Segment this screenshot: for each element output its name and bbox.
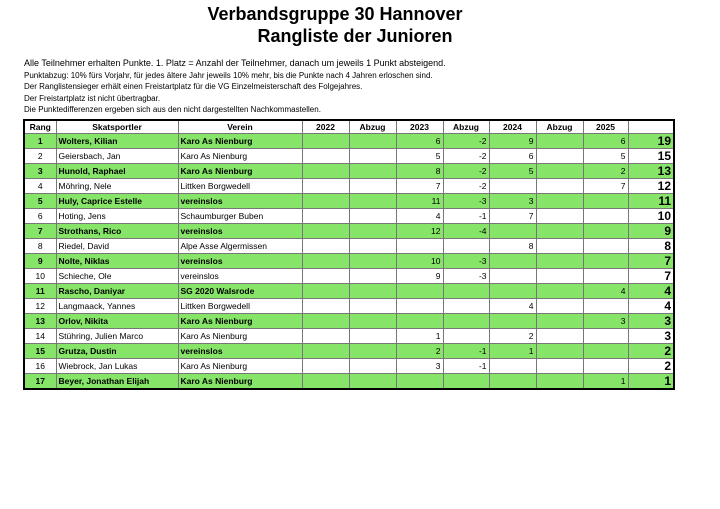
table-cell: 3	[24, 164, 56, 179]
table-cell: SG 2020 Walsrode	[178, 284, 302, 299]
table-cell: 9	[628, 224, 674, 239]
table-cell: 1	[24, 134, 56, 149]
table-cell: 1	[489, 344, 536, 359]
table-cell	[302, 284, 349, 299]
table-cell: 10	[628, 209, 674, 224]
column-header: Verein	[178, 120, 302, 134]
table-cell: 4	[583, 284, 628, 299]
table-cell: 7	[24, 224, 56, 239]
table-cell: Karo As Nienburg	[178, 314, 302, 329]
table-cell: 5	[396, 149, 443, 164]
table-cell	[443, 374, 489, 390]
table-cell	[302, 179, 349, 194]
table-cell: 3	[628, 329, 674, 344]
table-cell	[302, 359, 349, 374]
table-cell	[583, 209, 628, 224]
table-cell	[443, 314, 489, 329]
table-row	[24, 239, 674, 254]
column-header: 2024	[489, 120, 536, 134]
table-cell	[349, 149, 396, 164]
table-cell	[349, 314, 396, 329]
table-cell: Riedel, David	[56, 239, 178, 254]
table-cell: Strothans, Rico	[56, 224, 178, 239]
table-cell	[536, 344, 583, 359]
table-cell: Langmaack, Yannes	[56, 299, 178, 314]
table-cell: 12	[628, 179, 674, 194]
table-cell: vereinslos	[178, 344, 302, 359]
table-cell	[349, 134, 396, 149]
table-cell	[349, 359, 396, 374]
table-row	[24, 299, 674, 314]
table-cell	[443, 284, 489, 299]
table-cell: 6	[583, 134, 628, 149]
table-row	[24, 149, 674, 164]
table-cell	[489, 359, 536, 374]
table-cell: -2	[443, 134, 489, 149]
table-cell	[536, 284, 583, 299]
table-cell: 3	[628, 314, 674, 329]
table-cell	[583, 239, 628, 254]
table-cell	[302, 314, 349, 329]
table-cell	[396, 314, 443, 329]
table-cell: 2	[24, 149, 56, 164]
table-cell	[349, 179, 396, 194]
table-cell: 1	[628, 374, 674, 390]
table-cell	[536, 329, 583, 344]
table-cell	[302, 194, 349, 209]
table-cell: 7	[628, 254, 674, 269]
table-cell: 11	[396, 194, 443, 209]
column-header: Abzug	[443, 120, 489, 134]
table-cell: 12	[24, 299, 56, 314]
table-cell	[489, 254, 536, 269]
table-cell: 1	[583, 374, 628, 390]
table-cell: -2	[443, 149, 489, 164]
table-cell	[302, 134, 349, 149]
table-cell: 1	[396, 329, 443, 344]
table-cell: 17	[24, 374, 56, 390]
table-cell: Karo As Nienburg	[178, 359, 302, 374]
table-cell: Karo As Nienburg	[178, 149, 302, 164]
table-cell	[302, 269, 349, 284]
table-cell: Rascho, Daniyar	[56, 284, 178, 299]
table-cell	[583, 269, 628, 284]
table-cell: Littken Borgwedell	[178, 299, 302, 314]
table-cell	[349, 269, 396, 284]
table-cell: 6	[396, 134, 443, 149]
table-cell: Wiebrock, Jan Lukas	[56, 359, 178, 374]
table-cell	[536, 224, 583, 239]
table-cell	[583, 359, 628, 374]
table-cell	[443, 329, 489, 344]
table-cell	[536, 179, 583, 194]
table-cell: Wolters, Kilian	[56, 134, 178, 149]
table-cell: 7	[583, 179, 628, 194]
table-row	[24, 194, 674, 209]
table-cell	[396, 239, 443, 254]
page-title: Verbandsgruppe 30 Hannover	[207, 4, 463, 24]
table-cell: 10	[396, 254, 443, 269]
table-row	[24, 179, 674, 194]
table-cell: Karo As Nienburg	[178, 134, 302, 149]
table-cell	[489, 314, 536, 329]
table-cell	[302, 209, 349, 224]
note: Punktabzug: 10% fürs Vorjahr, für jedes ältere Jahr jeweils 10% mehr, bis die Punkte nach 4 Jahren erloschen sind.	[24, 70, 433, 80]
note: Alle Teilnehmer erhalten Punkte. 1. Platz = Anzahl der Teilnehmer, danach um jeweils 1 Punkt absteigend.	[24, 58, 446, 68]
table-cell	[536, 299, 583, 314]
table-cell	[536, 254, 583, 269]
table-cell	[302, 344, 349, 359]
table-cell: -1	[443, 359, 489, 374]
column-header: Abzug	[349, 120, 396, 134]
table-cell	[536, 374, 583, 390]
column-header: 2023	[396, 120, 443, 134]
table-cell	[349, 239, 396, 254]
table-cell: Schaumburger Buben	[178, 209, 302, 224]
table-cell: 4	[24, 179, 56, 194]
table-cell	[302, 149, 349, 164]
table-cell	[349, 224, 396, 239]
table-cell: 11	[628, 194, 674, 209]
table-cell	[349, 194, 396, 209]
table-cell: 15	[24, 344, 56, 359]
page-subtitle: Rangliste der Junioren	[257, 26, 453, 46]
table-cell: -2	[443, 179, 489, 194]
table-cell	[302, 254, 349, 269]
table-cell: -1	[443, 344, 489, 359]
column-header: 2025	[583, 120, 628, 134]
table-cell: 8	[628, 239, 674, 254]
table-cell: -2	[443, 164, 489, 179]
column-header: Rang	[24, 120, 56, 134]
table-cell: 8	[396, 164, 443, 179]
table-cell: Karo As Nienburg	[178, 164, 302, 179]
table-cell: Schieche, Ole	[56, 269, 178, 284]
table-row	[24, 164, 674, 179]
table-cell: 12	[396, 224, 443, 239]
table-cell: Orlov, Nikita	[56, 314, 178, 329]
table-cell: Nolte, Niklas	[56, 254, 178, 269]
table-cell: vereinslos	[178, 269, 302, 284]
table-cell: 13	[24, 314, 56, 329]
table-cell: Hunold, Raphael	[56, 164, 178, 179]
table-cell: -3	[443, 194, 489, 209]
table-cell: vereinslos	[178, 194, 302, 209]
table-cell: 4	[628, 284, 674, 299]
table-cell: -3	[443, 269, 489, 284]
table-row	[24, 224, 674, 239]
table-cell: 19	[628, 134, 674, 149]
table-cell	[536, 314, 583, 329]
table-cell: Hoting, Jens	[56, 209, 178, 224]
table-cell: 6	[24, 209, 56, 224]
table-cell: 7	[396, 179, 443, 194]
column-header: Skatsportler	[56, 120, 178, 134]
table-cell	[489, 284, 536, 299]
table-header	[24, 120, 674, 134]
table-cell: vereinslos	[178, 224, 302, 239]
table-cell: -1	[443, 209, 489, 224]
table-cell: 3	[396, 359, 443, 374]
table-cell: 4	[489, 299, 536, 314]
table-cell	[583, 329, 628, 344]
table-cell: 2	[628, 359, 674, 374]
table-cell: 4	[396, 209, 443, 224]
table-cell	[536, 164, 583, 179]
table-cell	[396, 299, 443, 314]
table-cell	[349, 344, 396, 359]
table-cell: 10	[24, 269, 56, 284]
table-cell	[396, 374, 443, 390]
table-cell: 15	[628, 149, 674, 164]
table-cell: Grutza, Dustin	[56, 344, 178, 359]
table-cell: 2	[489, 329, 536, 344]
table-cell: 2	[396, 344, 443, 359]
column-header: Abzug	[536, 120, 583, 134]
table-cell: -4	[443, 224, 489, 239]
table-cell: 8	[24, 239, 56, 254]
table-cell	[302, 224, 349, 239]
table-cell	[489, 179, 536, 194]
table-cell: Alpe Asse Algermissen	[178, 239, 302, 254]
table-cell	[536, 209, 583, 224]
table-row	[24, 254, 674, 269]
table-cell: 4	[628, 299, 674, 314]
note: Die Punktedifferenzen ergeben sich aus den nicht dargestellten Nachkommastellen.	[24, 105, 321, 115]
table-cell: 2	[628, 344, 674, 359]
table-cell	[489, 374, 536, 390]
table-cell	[536, 194, 583, 209]
table-cell	[302, 329, 349, 344]
table-cell	[536, 134, 583, 149]
table-cell: 5	[583, 149, 628, 164]
table-cell	[349, 209, 396, 224]
table-cell: Littken Borgwedell	[178, 179, 302, 194]
notes	[24, 58, 446, 116]
table-cell: Karo As Nienburg	[178, 374, 302, 390]
table-cell	[583, 299, 628, 314]
table-cell	[536, 269, 583, 284]
table-cell	[443, 239, 489, 254]
table-cell: 11	[24, 284, 56, 299]
table-cell: Stühring, Julien Marco	[56, 329, 178, 344]
table-cell: Huly, Caprice Estelle	[56, 194, 178, 209]
table-cell: -3	[443, 254, 489, 269]
table-cell: 5	[24, 194, 56, 209]
table-cell	[536, 149, 583, 164]
table-row	[24, 209, 674, 224]
table-row	[24, 284, 674, 299]
table-cell: 16	[24, 359, 56, 374]
table-cell: Geiersbach, Jan	[56, 149, 178, 164]
table-cell	[536, 359, 583, 374]
table-cell	[349, 299, 396, 314]
table-cell: Möhring, Nele	[56, 179, 178, 194]
table-cell	[349, 374, 396, 390]
table-cell	[443, 299, 489, 314]
column-header	[628, 120, 674, 134]
table-cell: 8	[489, 239, 536, 254]
table-cell: 9	[396, 269, 443, 284]
table-cell	[536, 239, 583, 254]
table-cell: 14	[24, 329, 56, 344]
column-header: 2022	[302, 120, 349, 134]
table-cell: 3	[583, 314, 628, 329]
table-row	[24, 134, 674, 149]
table-cell: Karo As Nienburg	[178, 329, 302, 344]
table-cell: 3	[489, 194, 536, 209]
table-cell	[583, 224, 628, 239]
table-cell	[583, 344, 628, 359]
table-cell: 9	[489, 134, 536, 149]
note: Der Ranglistensieger erhält einen Freistartplatz für die VG Einzelmeisterschaft des Folgejahres.	[24, 82, 363, 92]
table-cell	[302, 299, 349, 314]
table-row	[24, 359, 674, 374]
note: Der Freistartplatz ist nicht übertragbar.	[24, 93, 161, 103]
table-cell: 5	[489, 164, 536, 179]
table-cell	[489, 224, 536, 239]
table-cell	[489, 269, 536, 284]
table-cell: 9	[24, 254, 56, 269]
table-cell	[302, 164, 349, 179]
table-cell: 13	[628, 164, 674, 179]
table-row	[24, 329, 674, 344]
table-row	[24, 344, 674, 359]
table-row	[24, 269, 674, 284]
ranking-table	[23, 119, 675, 390]
table-cell	[583, 194, 628, 209]
table-cell: vereinslos	[178, 254, 302, 269]
table-cell: 2	[583, 164, 628, 179]
table-cell: 7	[489, 209, 536, 224]
table-cell	[349, 284, 396, 299]
table-cell: 6	[489, 149, 536, 164]
table-cell	[583, 254, 628, 269]
table-cell	[349, 254, 396, 269]
table-cell	[349, 164, 396, 179]
table-cell	[302, 374, 349, 390]
table-cell: Beyer, Jonathan Elijah	[56, 374, 178, 390]
table-row	[24, 374, 674, 390]
table-cell	[302, 239, 349, 254]
table-row	[24, 314, 674, 329]
table-cell	[396, 284, 443, 299]
table-cell	[349, 329, 396, 344]
table-cell: 7	[628, 269, 674, 284]
